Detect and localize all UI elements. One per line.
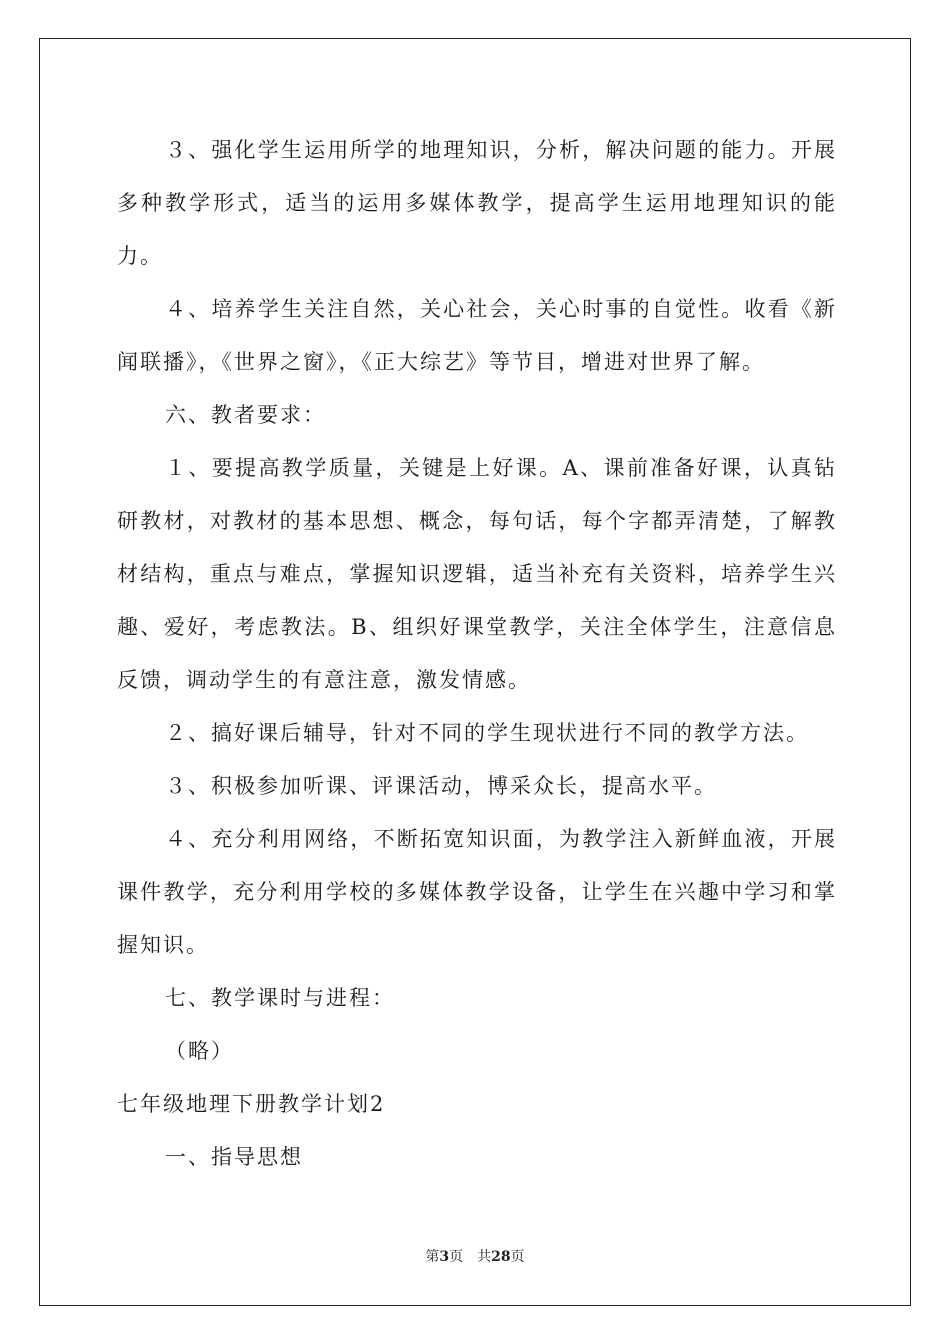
document-body [117,124,837,1184]
paragraph-item-4: ４、培养学生关注自然，关心社会，关心时事的自觉性。收看《新闻联播》，《世界之窗》，《正大综艺》等节目，增进对世界了解。 [117,297,837,374]
page-prefix: 第 [425,1249,440,1265]
section-heading-guiding-ideology: 一、指导思想 [165,1145,303,1169]
page-footer [0,1246,950,1266]
paragraph-requirement-3: ３、积极参加听课、评课活动，博采众长，提高水平。 [165,774,717,798]
page-current: 3 [439,1249,450,1265]
paragraph-item-3: ３、强化学生运用所学的地理知识，分析，解决问题的能力。开展多种教学形式，适当的运用多媒体教学，提高学生运用地理知识的能力。 [117,138,837,268]
section-heading-teacher-requirements: 六、教者要求： [165,403,326,427]
total-unit: 页 [510,1249,525,1265]
paragraph-requirement-1: １、要提高教学质量，关键是上好课。A、课前准备好课，认真钻研教材，对教材的基本思想、概念，每句话，每个字都弄清楚，了解教材结构，重点与难点，掌握知识逻辑，适当补充有关资料，培养学生兴趣、爱好，考虑教法。B、组织好课堂教学，关注全体学生，注意信息反馈，调动学生的有意注意，激发情感。 [117,456,837,692]
paragraph-omitted: （略） [165,1039,234,1063]
section-heading-schedule: 七、教学课时与进程： [165,986,395,1010]
page-total: 28 [491,1249,511,1265]
paragraph-requirement-4: ４、充分利用网络，不断拓宽知识面，为教学注入新鲜血液，开展课件教学，充分利用学校的多媒体教学设备，让学生在兴趣中学习和掌握知识。 [117,827,837,957]
paragraph-requirement-2: ２、搞好课后辅导，针对不同的学生现状进行不同的教学方法。 [165,721,809,745]
page-unit: 页 [449,1249,464,1265]
document-title: 七年级地理下册教学计划2 [117,1092,386,1116]
total-prefix: 共 [477,1249,492,1265]
